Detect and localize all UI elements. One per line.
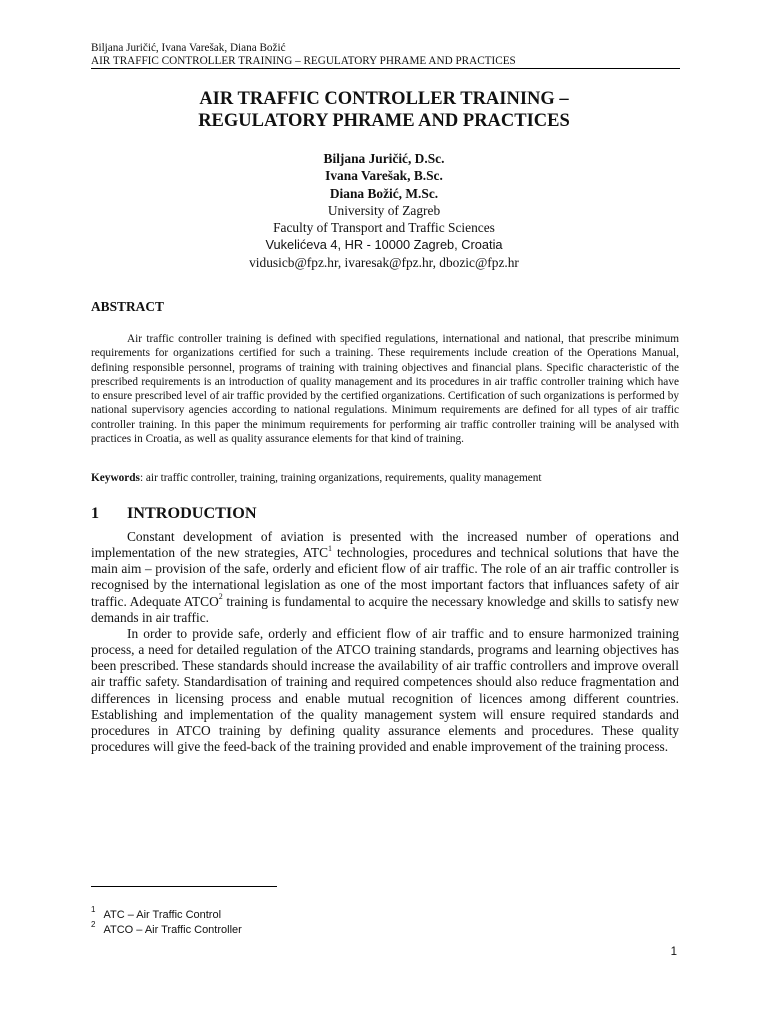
- running-header: [91, 42, 516, 68]
- paper-title-line-1: AIR TRAFFIC CONTROLLER TRAINING –: [199, 89, 569, 109]
- footnote-text-1: ATC – Air Traffic Control: [103, 909, 222, 921]
- university: University of Zagreb: [327, 202, 441, 218]
- keywords: [91, 471, 679, 485]
- author-2: Ivana Varešak, B.Sc.: [325, 168, 443, 184]
- section-heading: [91, 503, 257, 523]
- footnote-rule: [91, 886, 277, 887]
- header-rule: [91, 68, 680, 69]
- footnote-2: [91, 919, 242, 938]
- paper-title: [0, 88, 768, 132]
- keywords-list: : air traffic controller, training, training organizations, requirements, quality management: [139, 472, 542, 484]
- page-number: 1: [670, 946, 677, 958]
- footnote-1: [91, 905, 242, 923]
- footnote-ref-1[interactable]: 1: [328, 543, 333, 553]
- footnote-text-2: ATCO – Air Traffic Controller: [103, 923, 242, 936]
- footnote-mark-2: 2: [91, 919, 96, 929]
- p1-part-c: training is fundamental to acquire the necessary knowledge and skills to satisfy new demands in air traffic.: [91, 593, 679, 625]
- faculty: Faculty of Transport and Traffic Sciences: [273, 220, 495, 236]
- author-3: Diana Božić, M.Sc.: [329, 185, 439, 201]
- header-paper-title: AIR TRAFFIC CONTROLLER TRAINING – REGULATORY PHRAME AND PRACTICES: [91, 55, 516, 67]
- intro-paragraph-2: In order to provide safe, orderly and efficient flow of air traffic and to ensure harmonized training process, a need for detailed regulation of the ATCO training standards, programs and learning objectives has been prescribed. These standards should increase the availability of air traffic controllers and improve overall air traffic safety. Standardisation of training and required competences should also reduce fragmentation and differences in licensing process and enable mutual recognition of licences among different countries. Establishing and implementation of the quality management system will ensure required standards and procedures in ATCO training by defining quality assurance elements and procedures. These quality procedures will give the feed-back of the training provided and enable improvement of the training process.: [91, 625, 679, 755]
- section-number: 1: [91, 504, 100, 522]
- section-title: INTRODUCTION: [127, 504, 257, 522]
- intro-paragraph-1: [91, 529, 679, 626]
- footnote-ref-2[interactable]: 2: [218, 592, 223, 602]
- address: Vukelićeva 4, HR - 10000 Zagreb, Croatia: [265, 237, 503, 253]
- paper-title-line-2: REGULATORY PHRAME AND PRACTICES: [198, 111, 570, 131]
- p1-part-a: Constant development of aviation is presented with the increased number of operations and implementation of the new strategies, ATC: [91, 529, 679, 561]
- introduction-body: [91, 529, 679, 755]
- emails: vidusicb@fpz.hr, ivaresak@fpz.hr, dbozic@fpz.hr: [249, 254, 519, 270]
- keywords-label: Keywords: [91, 472, 140, 484]
- footnotes: [91, 905, 242, 937]
- footnote-mark-1: 1: [91, 905, 96, 915]
- abstract-heading: ABSTRACT: [91, 299, 164, 314]
- author-block: [0, 150, 768, 271]
- p1-part-b: technologies, procedures and technical solutions that have the main aim – provision of the safe, orderly and eficient flow of air traffic. The role of an air traffic controller is recognised by the international legislation as one of the most important factors that influances safety of air traffic. Adequate ATCO: [91, 545, 679, 609]
- header-authors: Biljana Juričić, Ivana Varešak, Diana Božić: [91, 42, 286, 54]
- author-1: Biljana Juričić, D.Sc.: [323, 151, 445, 166]
- abstract-text: Air traffic controller training is defined with specified regulations, international and national, that prescribe minimum requirements for organizations certified for such a training. These requirements include creation of the Operations Manual, defining responsible personnel, programs of training with training objectives and financial plans. Specific characteristic of the prescribed requirements is an introduction of quality management and its procedures in air traffic controller training which have to ensure prescribed level of air traffic provided by the certified organizations. Certification of such organizations is performed by national supervisory agencies according to national regulations. Minimum requirements are defined for all types of air traffic controller training. In this paper the minimum requirements for performing air traffic controller training will be analysed with practices in Croatia, as well as quality assurance elements for that kind of training.: [91, 333, 679, 445]
